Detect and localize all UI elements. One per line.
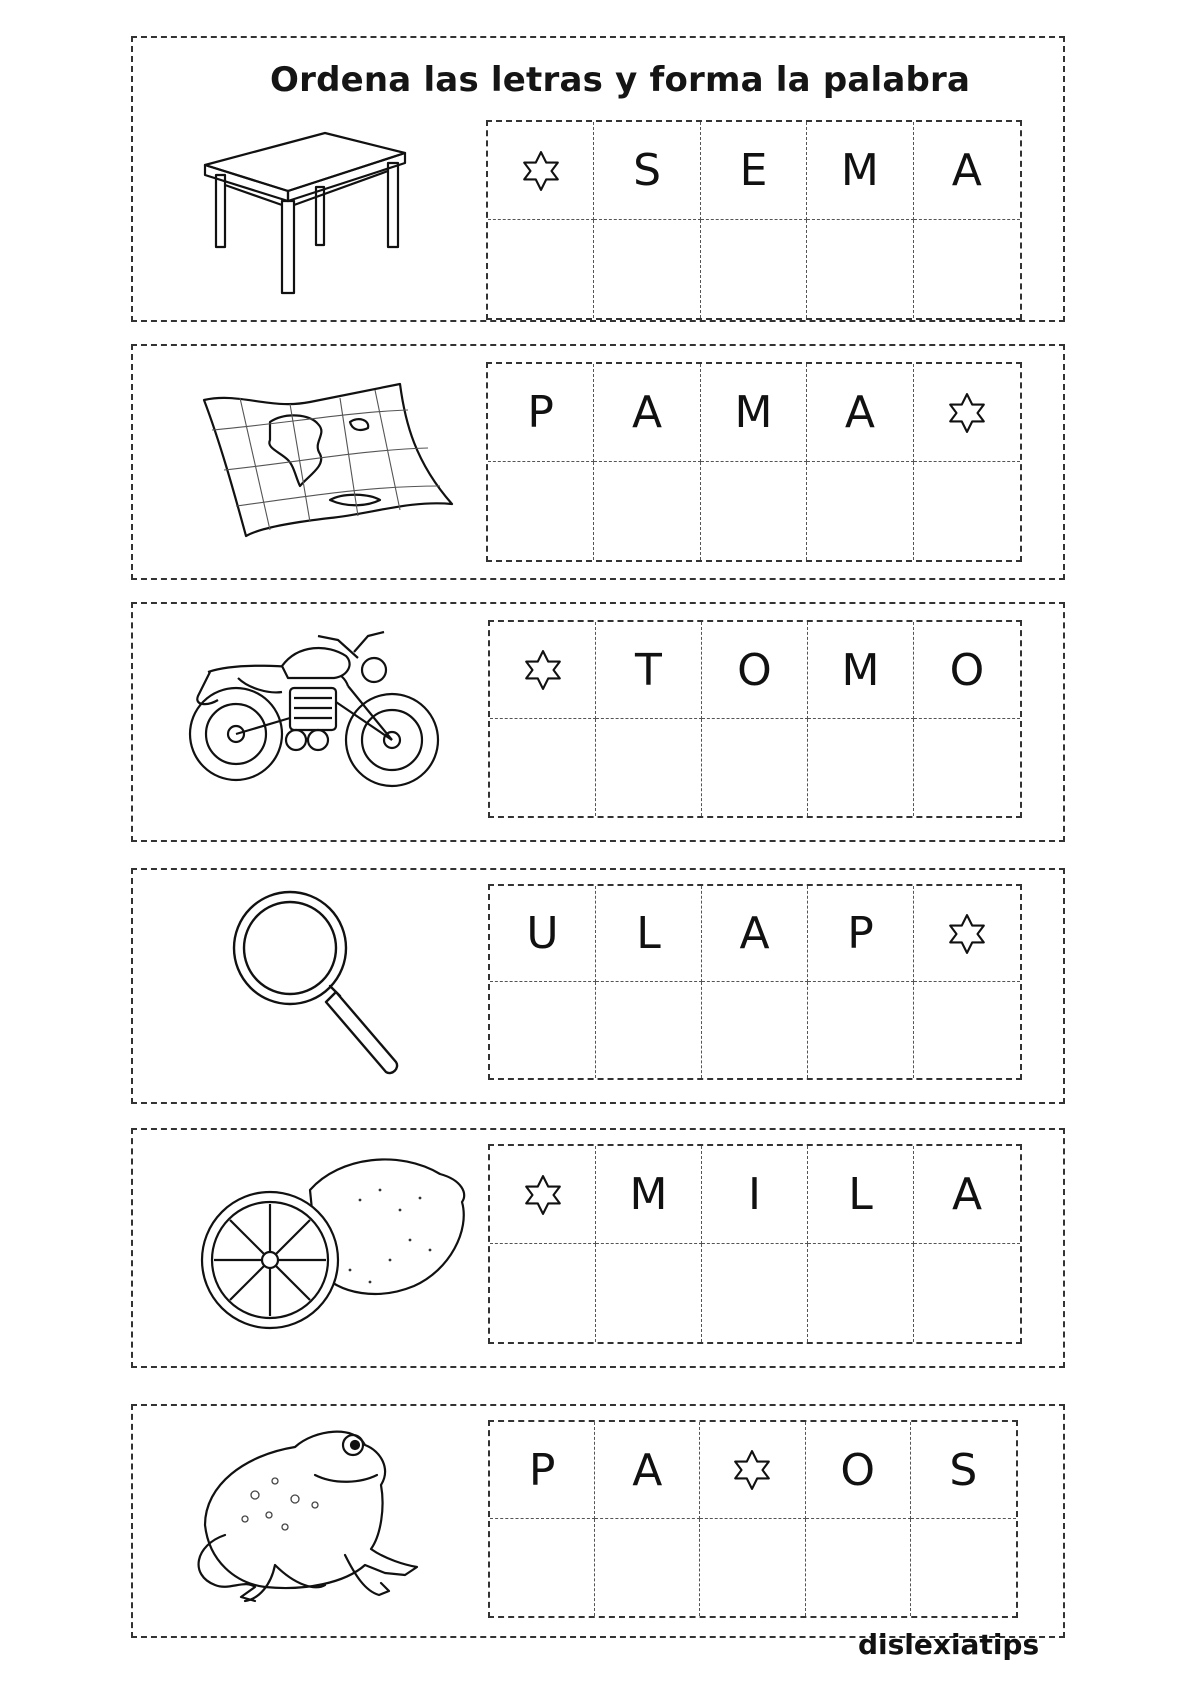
scrambled-letter: A (594, 364, 700, 462)
answer-box[interactable] (914, 982, 1020, 1078)
answer-box[interactable] (700, 1519, 805, 1616)
table-icon (200, 125, 420, 295)
scrambled-letter: L (808, 1146, 914, 1244)
star-icon (488, 122, 594, 220)
star-icon (700, 1422, 805, 1519)
answer-box[interactable] (488, 220, 594, 318)
answer-box[interactable] (808, 719, 914, 816)
scrambled-letter: I (702, 1146, 808, 1244)
answer-box[interactable] (594, 220, 700, 318)
motorcycle-icon (178, 622, 448, 792)
scrambled-letter: T (596, 622, 702, 719)
answer-box[interactable] (807, 220, 913, 318)
scrambled-letter: O (806, 1422, 911, 1519)
answer-box[interactable] (594, 462, 700, 560)
answer-box[interactable] (488, 462, 594, 560)
star-icon (914, 886, 1020, 982)
answer-box[interactable] (808, 982, 914, 1078)
scrambled-letter: E (701, 122, 807, 220)
worksheet-title: Ordena las letras y forma la palabra (270, 60, 971, 100)
answer-box[interactable] (701, 462, 807, 560)
letter-grid-1 (486, 120, 1022, 320)
answer-box[interactable] (911, 1519, 1016, 1616)
scrambled-letter: O (702, 622, 808, 719)
answer-box[interactable] (702, 982, 808, 1078)
letter-grid-5 (488, 1144, 1022, 1344)
answer-box[interactable] (490, 982, 596, 1078)
scrambled-letter: P (808, 886, 914, 982)
scrambled-letter: M (807, 122, 913, 220)
scrambled-letter: P (488, 364, 594, 462)
scrambled-letter: A (702, 886, 808, 982)
map-icon (200, 382, 455, 542)
answer-box[interactable] (490, 719, 596, 816)
answer-box[interactable] (702, 719, 808, 816)
answer-box[interactable] (808, 1244, 914, 1342)
answer-box[interactable] (595, 1519, 700, 1616)
scrambled-letter: S (594, 122, 700, 220)
answer-box[interactable] (490, 1519, 595, 1616)
answer-box[interactable] (914, 1244, 1020, 1342)
answer-box[interactable] (701, 220, 807, 318)
star-icon (490, 1146, 596, 1244)
answer-box[interactable] (806, 1519, 911, 1616)
scrambled-letter: M (808, 622, 914, 719)
scrambled-letter: A (914, 1146, 1020, 1244)
star-icon (914, 364, 1020, 462)
answer-box[interactable] (490, 1244, 596, 1342)
answer-box[interactable] (914, 719, 1020, 816)
letter-grid-4 (488, 884, 1022, 1080)
scrambled-letter: A (595, 1422, 700, 1519)
magnifier-icon (228, 886, 418, 1086)
brand-footer: dislexiatips (858, 1628, 1040, 1661)
scrambled-letter: M (596, 1146, 702, 1244)
scrambled-letter: S (911, 1422, 1016, 1519)
letter-grid-6 (488, 1420, 1018, 1618)
toad-icon (185, 1415, 430, 1615)
scrambled-letter: L (596, 886, 702, 982)
answer-box[interactable] (807, 462, 913, 560)
scrambled-letter: A (914, 122, 1020, 220)
letter-grid-3 (488, 620, 1022, 818)
star-icon (490, 622, 596, 719)
answer-box[interactable] (596, 1244, 702, 1342)
scrambled-letter: P (490, 1422, 595, 1519)
lemon-icon (200, 1150, 470, 1340)
answer-box[interactable] (596, 719, 702, 816)
scrambled-letter: U (490, 886, 596, 982)
scrambled-letter: O (914, 622, 1020, 719)
answer-box[interactable] (914, 462, 1020, 560)
scrambled-letter: A (807, 364, 913, 462)
answer-box[interactable] (914, 220, 1020, 318)
scrambled-letter: M (701, 364, 807, 462)
answer-box[interactable] (596, 982, 702, 1078)
letter-grid-2 (486, 362, 1022, 562)
answer-box[interactable] (702, 1244, 808, 1342)
